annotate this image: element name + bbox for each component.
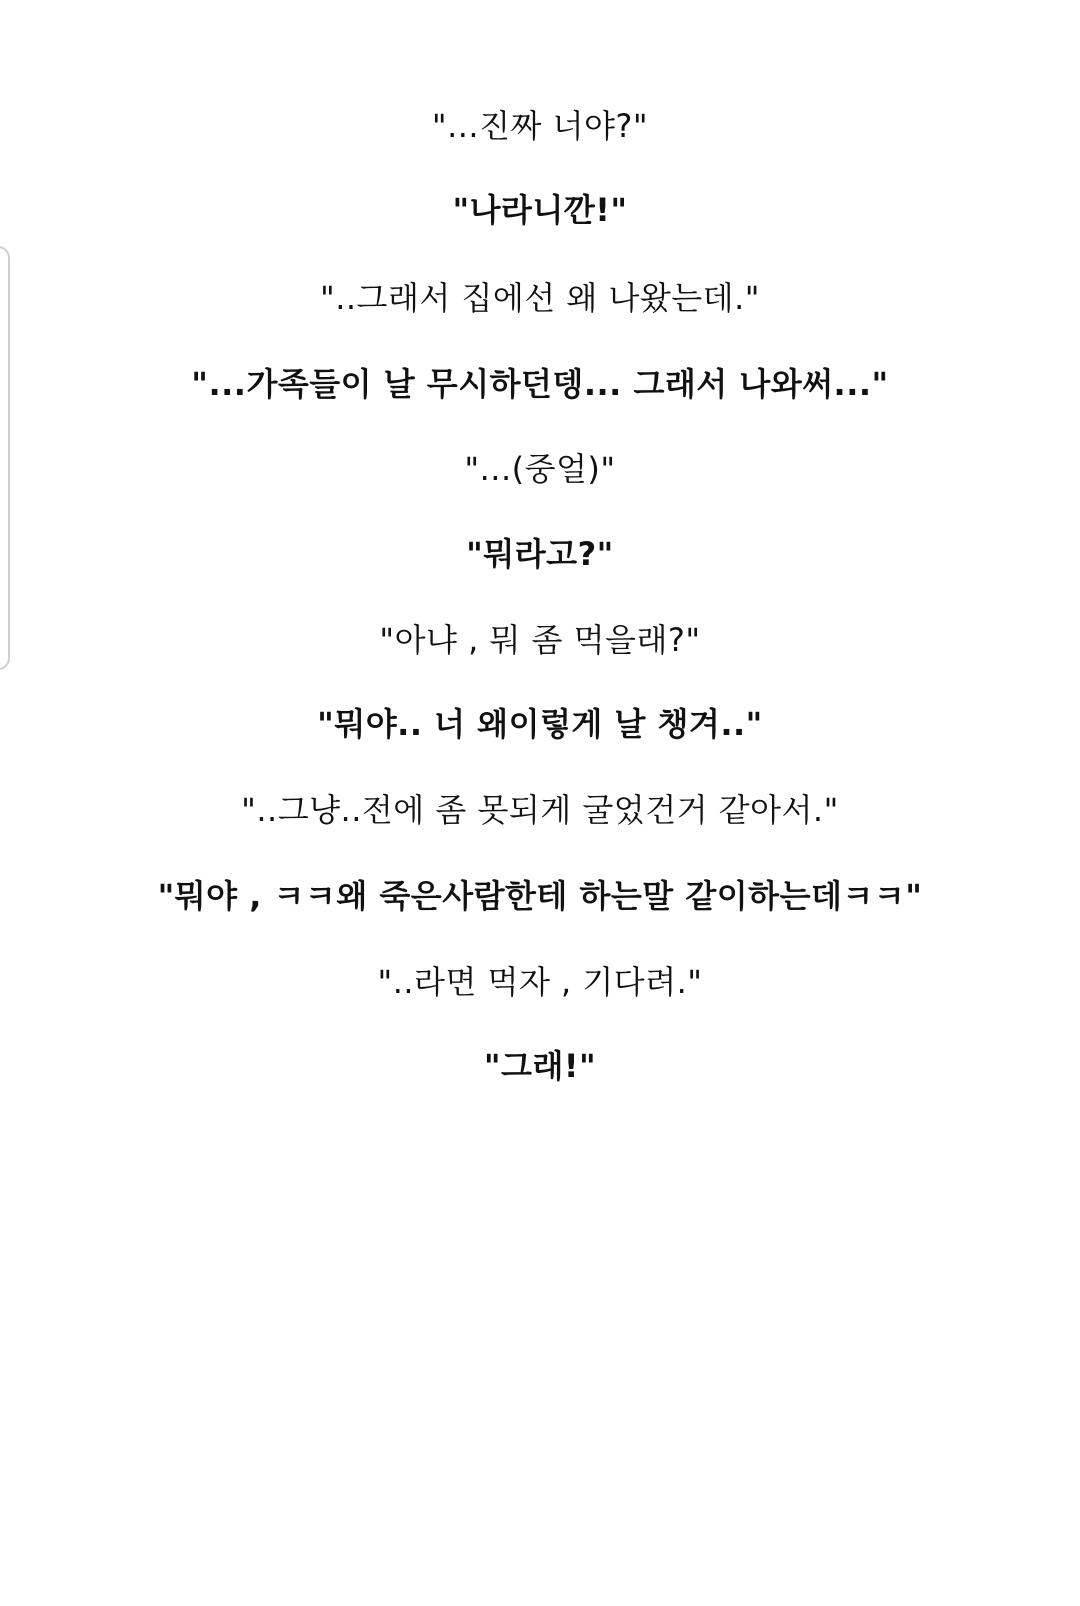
dialogue-line: "아냐 , 뭐 좀 먹을래?": [379, 621, 701, 659]
dialogue-line: "...(중얼)": [464, 450, 616, 488]
dialogue-line: "...가족들이 날 무시하던뎅... 그래서 나와써...": [191, 365, 889, 403]
dialogue-line: "뭐야.. 너 왜이렇게 날 챙겨..": [317, 705, 763, 743]
dialogue-line: "나라니깐!": [452, 191, 628, 229]
dialogue-line: "..그냥..전에 좀 못되게 굴었건거 같아서.": [241, 791, 839, 829]
dialogue-line: "..그래서 집에선 왜 나왔는데.": [319, 279, 760, 317]
dialogue-line: "뭐라고?": [466, 535, 614, 573]
dialogue-line: "..라면 먹자 , 기다려.": [377, 963, 703, 1001]
dialogue-line: "그래!": [483, 1047, 597, 1085]
dialogue-line: "...진짜 너야?": [431, 107, 649, 145]
dialogue-line: "뭐야 , ㅋㅋ왜 죽은사람한테 하는말 같이하는데ㅋㅋ": [157, 877, 923, 915]
